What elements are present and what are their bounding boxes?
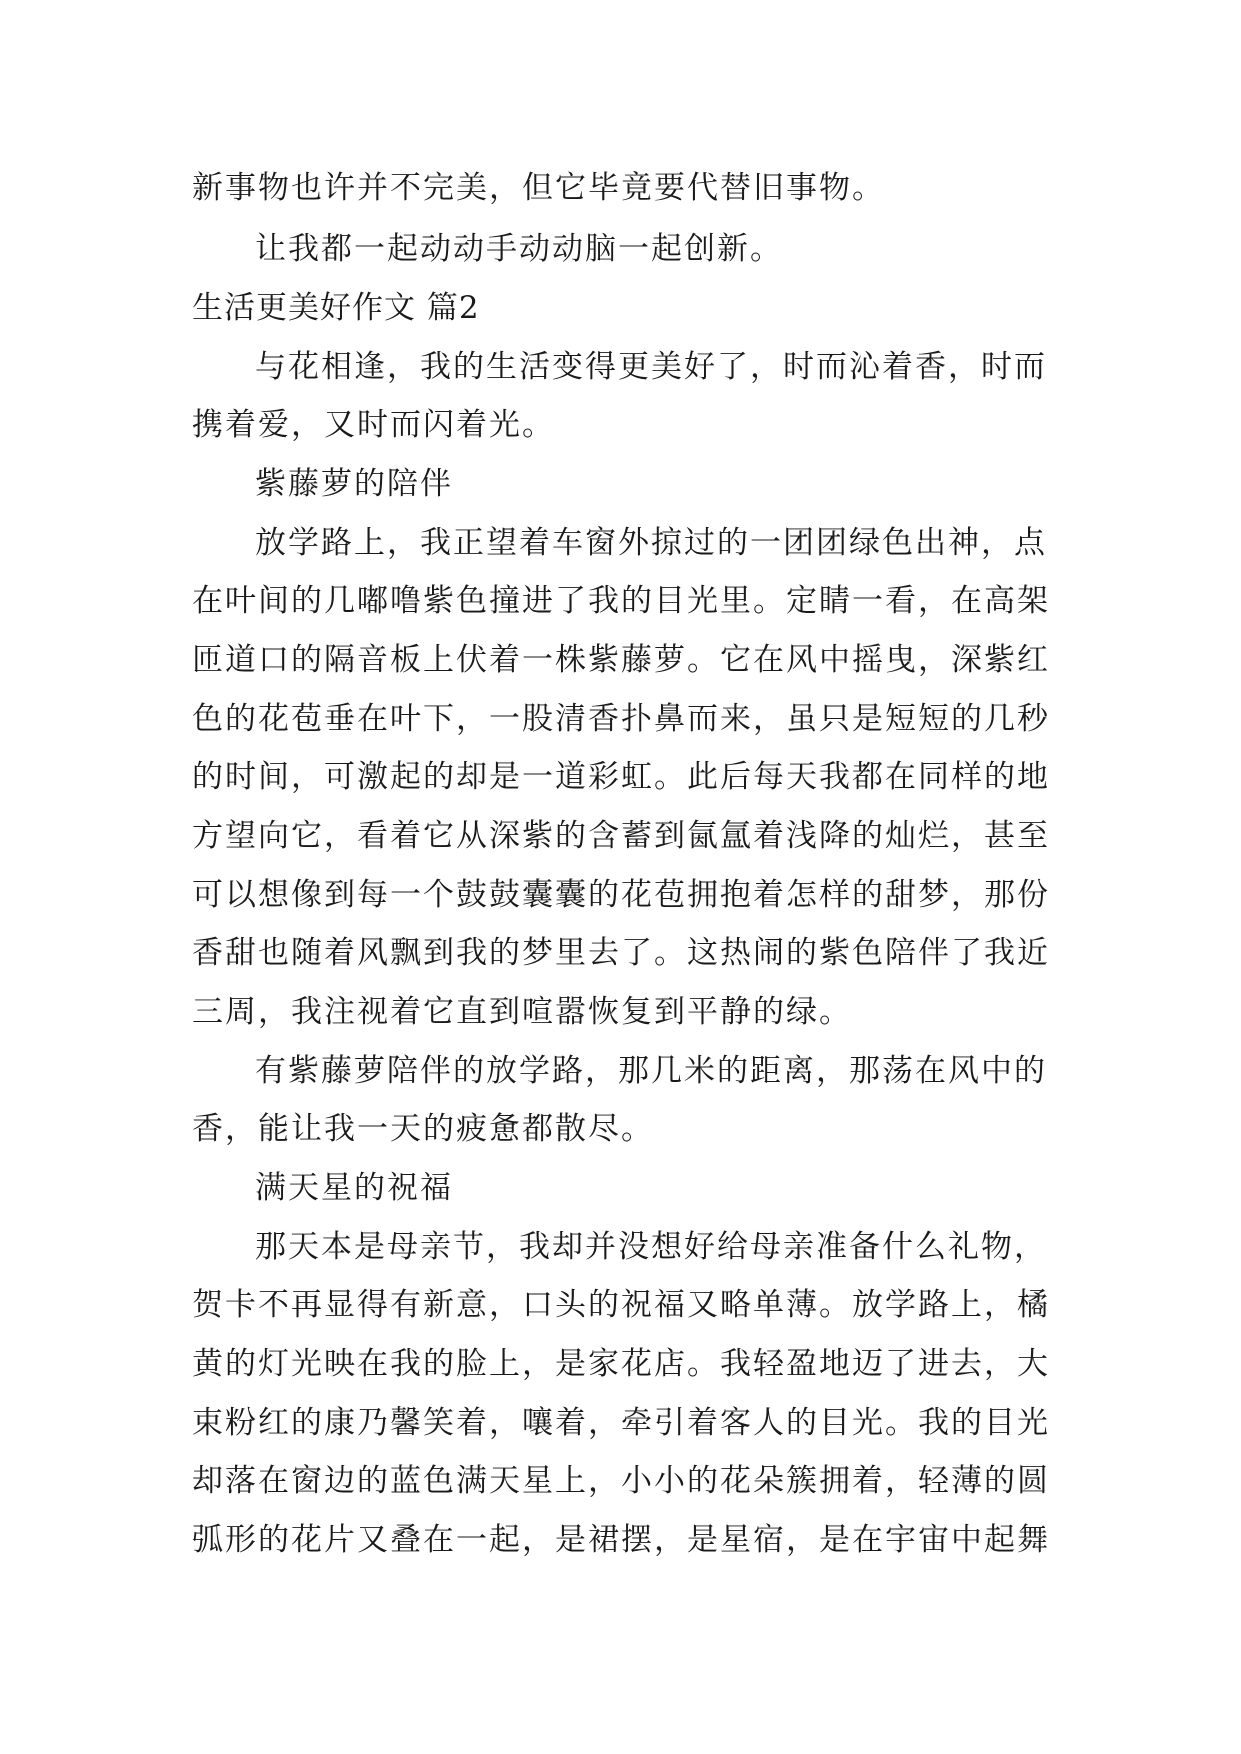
text-line: 新事物也许并不完美，但它毕竟要代替旧事物。 <box>192 170 885 206</box>
text-line: 放学路上，我正望着车窗外掠过的一团团绿色出神，点 <box>255 525 1047 561</box>
text-line: 黄的灯光映在我的脸上，是家花店。我轻盈地迈了进去，大 <box>192 1346 1050 1382</box>
text-line: 在叶间的几嘟噜紫色撞进了我的目光里。定睛一看，在高架 <box>192 583 1050 619</box>
text-line: 三周，我注视着它直到喧嚣恢复到平静的绿。 <box>192 994 852 1030</box>
section-heading: 生活更美好作文 篇2 <box>192 290 480 326</box>
text-line: 携着爱，又时而闪着光。 <box>192 407 555 443</box>
text-line: 香，能让我一天的疲惫都散尽。 <box>192 1111 654 1147</box>
text-line: 匝道口的隔音板上伏着一株紫藤萝。它在风中摇曳，深紫红 <box>192 642 1050 678</box>
text-line: 的时间，可激起的却是一道彩虹。此后每天我都在同样的地 <box>192 759 1050 795</box>
text-line: 与花相逢，我的生活变得更美好了，时而沁着香，时而 <box>255 349 1047 385</box>
text-line: 让我都一起动动手动动脑一起创新。 <box>255 231 783 267</box>
text-line: 却落在窗边的蓝色满天星上，小小的花朵簇拥着，轻薄的圆 <box>192 1463 1050 1499</box>
text-line: 贺卡不再显得有新意，口头的祝福又略单薄。放学路上，橘 <box>192 1287 1050 1323</box>
text-line: 弧形的花片又叠在一起，是裙摆，是星宿，是在宇宙中起舞 <box>192 1522 1050 1558</box>
subheading: 紫藤萝的陪伴 <box>255 466 453 502</box>
text-line: 香甜也随着风飘到我的梦里去了。这热闹的紫色陪伴了我近 <box>192 935 1050 971</box>
text-line: 有紫藤萝陪伴的放学路，那几米的距离，那荡在风中的 <box>255 1053 1047 1089</box>
text-line: 那天本是母亲节，我却并没想好给母亲准备什么礼物， <box>255 1229 1047 1265</box>
text-line: 色的花苞垂在叶下，一股清香扑鼻而来，虽只是短短的几秒 <box>192 701 1050 737</box>
subheading: 满天星的祝福 <box>255 1170 453 1206</box>
text-line: 束粉红的康乃馨笑着，嚷着，牵引着客人的目光。我的目光 <box>192 1405 1050 1441</box>
text-line: 可以想像到每一个鼓鼓囊囊的花苞拥抱着怎样的甜梦，那份 <box>192 877 1050 913</box>
text-line: 方望向它，看着它从深紫的含蓄到氤氲着浅降的灿烂，甚至 <box>192 818 1050 854</box>
